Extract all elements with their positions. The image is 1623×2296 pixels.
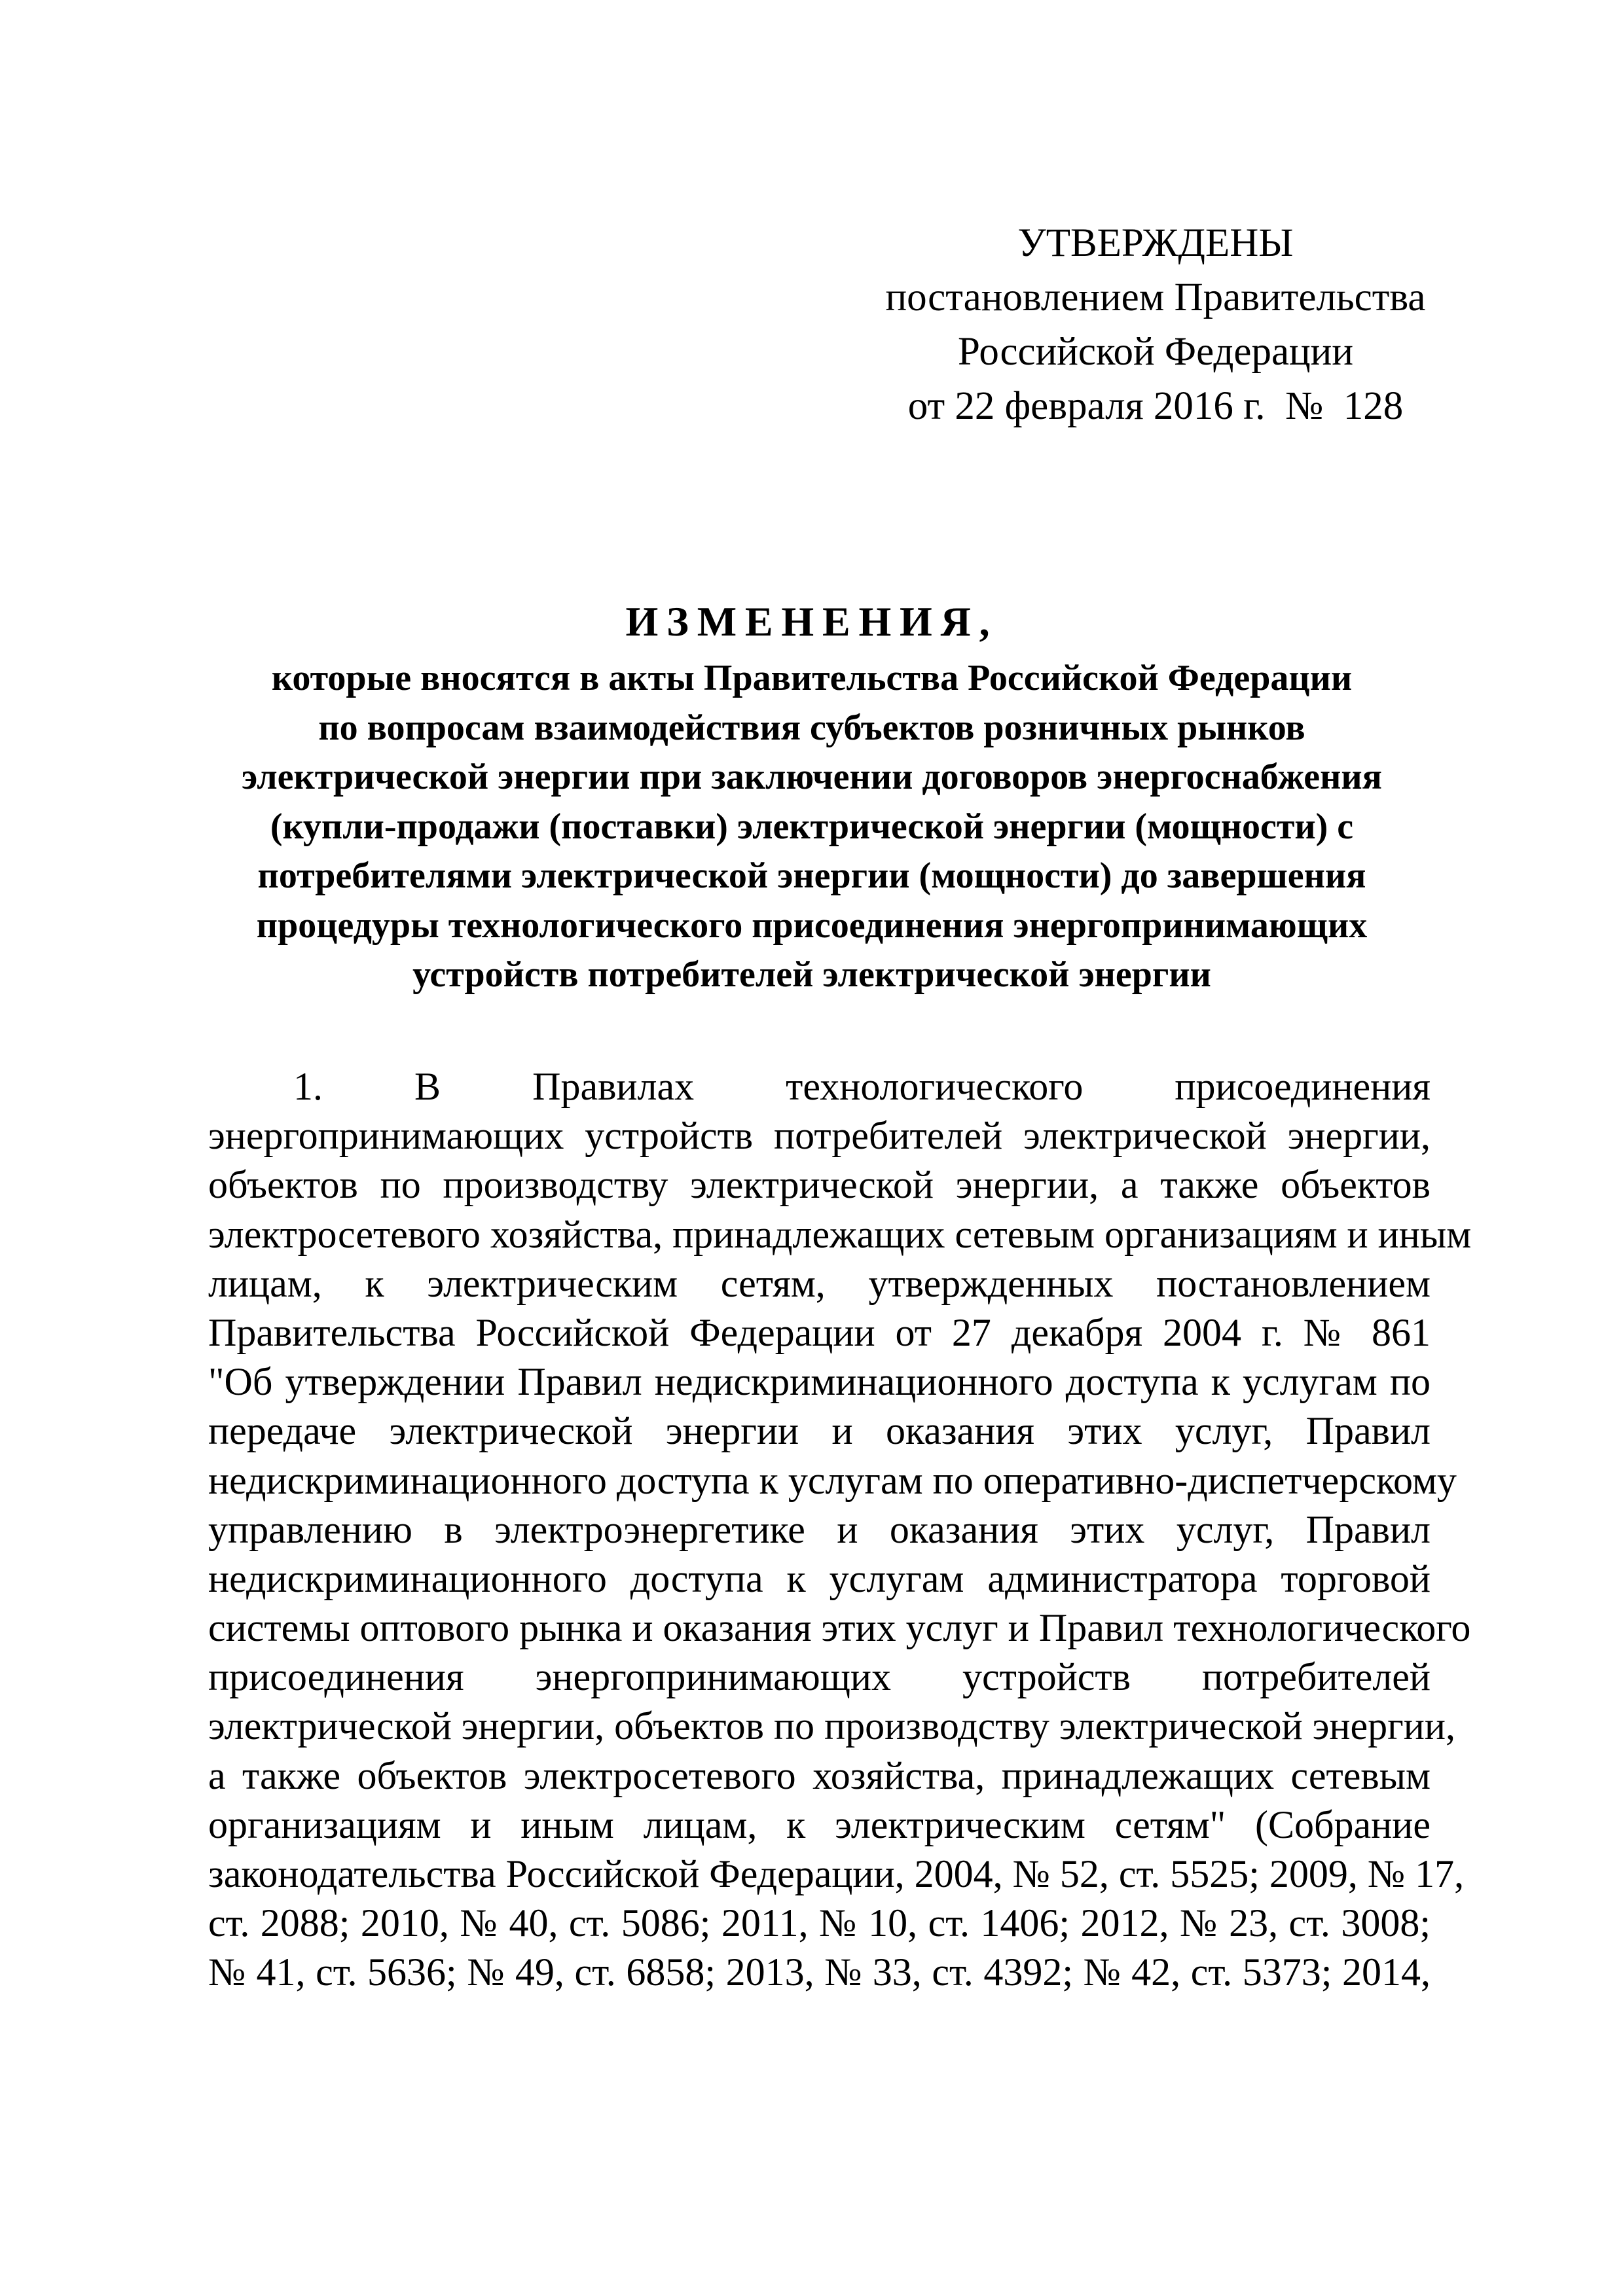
paragraph-line: энергопринимающих устройств потребителей электрической энергии,: [208, 1114, 1431, 1158]
paragraph-line: Правительства Российской Федерации от 27 декабря 2004 г. № 861: [208, 1310, 1431, 1354]
paragraph-line: организациям и иным лицам, к электрическим сетям" (Собрание: [208, 1803, 1431, 1846]
body-paragraph: [208, 1062, 1472, 1998]
paragraph-line: ст. 2088; 2010, № 40, ст. 5086; 2011, № 10, ст. 1406; 2012, № 23, ст. 3008;: [208, 1901, 1431, 1945]
subtitle-line: (купли-продажи (поставки) электрической энергии (мощности) с: [270, 806, 1354, 847]
paragraph-line: а также объектов электросетевого хозяйства, принадлежащих сетевым: [208, 1753, 1431, 1797]
subtitle-line: по вопросам взаимодействия субъектов розничных рынков: [318, 707, 1305, 748]
approval-line-resolution: постановлением Правительства: [885, 276, 1426, 319]
paragraph-line: № 41, ст. 5636; № 49, ст. 6858; 2013, № 33, ст. 4392; № 42, ст. 5373; 2014,: [208, 1950, 1431, 1994]
paragraph-line: присоединения энергопринимающих устройств потребителей: [208, 1655, 1431, 1699]
paragraph-line: электрической энергии, объектов по производству электрической энергии,: [208, 1704, 1455, 1748]
subtitle-line: процедуры технологического присоединения энергопринимающих: [256, 905, 1368, 946]
approval-block: [871, 216, 1440, 433]
paragraph-line: объектов по производству электрической энергии, а также объектов: [208, 1163, 1431, 1207]
paragraph-line: электросетевого хозяйства, принадлежащих сетевым организациям и иным: [208, 1212, 1472, 1256]
approval-status: УТВЕРЖДЕНЫ: [1017, 221, 1294, 265]
paragraph-line: недискриминационного доступа к услугам по оперативно-диспетчерскому: [208, 1458, 1457, 1502]
paragraph-line: управлению в электроэнергетике и оказания этих услуг, Правил: [208, 1507, 1431, 1551]
paragraph-line: 1. В Правилах технологического присоединения: [293, 1065, 1431, 1108]
title-block: [196, 592, 1427, 1000]
document-title: ИЗМЕНЕНИЯ,: [625, 598, 998, 645]
paragraph-line: "Об утверждении Правил недискриминационного доступа к услугам по: [208, 1360, 1431, 1404]
paragraph-line: лицам, к электрическим сетям, утвержденных постановлением: [208, 1261, 1431, 1305]
paragraph-line: системы оптового рынка и оказания этих услуг и Правил технологического: [208, 1606, 1471, 1650]
subtitle-line: которые вносятся в акты Правительства Российской Федерации: [271, 658, 1353, 698]
document-subtitle: [196, 654, 1427, 1000]
paragraph-line: недискриминационного доступа к услугам администратора торговой: [208, 1556, 1431, 1600]
subtitle-line: потребителями электрической энергии (мощности) до завершения: [257, 855, 1366, 896]
approval-date-number: от 22 февраля 2016 г. № 128: [907, 384, 1404, 428]
subtitle-line: электрической энергии при заключении договоров энергоснабжения: [242, 757, 1382, 797]
paragraph-line: законодательства Российской Федерации, 2004, № 52, ст. 5525; 2009, № 17,: [208, 1852, 1465, 1895]
subtitle-line: устройств потребителей электрической энергии: [412, 954, 1211, 995]
paragraph-line: передаче электрической энергии и оказания этих услуг, Правил: [208, 1409, 1431, 1453]
approval-line-federation: Российской Федерации: [958, 330, 1353, 374]
